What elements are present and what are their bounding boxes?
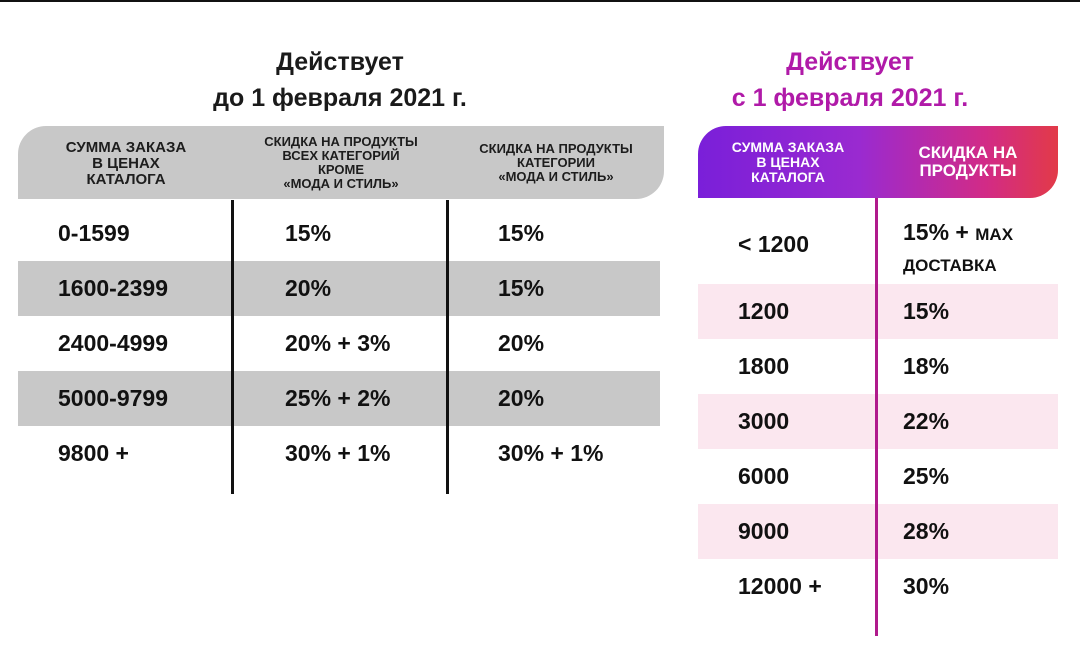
order-sum-cell: 2400-4999: [58, 330, 168, 356]
discount-all-cell: 20% + 3%: [285, 330, 391, 356]
table-row: [698, 284, 1058, 339]
right-table-title: [700, 44, 1000, 116]
discount-all-cell: 20%: [285, 275, 332, 301]
right-table-body: [698, 200, 1058, 614]
order-sum-cell: 9000: [738, 518, 790, 544]
table-row: [698, 449, 1058, 504]
table-row: [18, 261, 660, 316]
right-header-order-sum: СУММА ЗАКАЗА В ЦЕНАХ КАТАЛОГА: [731, 138, 845, 185]
discount-cell: 18%: [903, 353, 950, 379]
discount-all-cell: 25% + 2%: [285, 385, 391, 411]
left-header-order-sum: СУММА ЗАКАЗА В ЦЕНАХ КАТАЛОГА: [65, 138, 187, 188]
discount-fashion-cell: 15%: [498, 275, 545, 301]
table-row: [18, 206, 660, 261]
discount-cell: 28%: [903, 518, 950, 544]
discount-cell: 22%: [903, 408, 950, 434]
order-sum-cell: 5000-9799: [58, 385, 168, 411]
discount-all-cell: 30% + 1%: [285, 440, 391, 466]
top-border-line: [0, 0, 1080, 2]
order-sum-cell: 9800 +: [58, 440, 129, 466]
order-sum-cell: < 1200: [738, 231, 809, 257]
discount-cell: 15%: [903, 298, 950, 324]
right-column-divider: [875, 198, 878, 636]
table-row: [18, 371, 660, 426]
left-table-title: [160, 44, 520, 116]
left-table-header: [18, 126, 664, 199]
order-sum-cell: 1200: [738, 298, 790, 324]
right-title-line2: с 1 февраля 2021 г.: [731, 84, 969, 112]
order-sum-cell: 1600-2399: [58, 275, 168, 301]
left-header-discount-fashion: СКИДКА НА ПРОДУКТЫ КАТЕГОРИИ «МОДА И СТИЛЬ»: [479, 140, 633, 184]
left-title-line1: Действует: [276, 48, 404, 76]
left-column-divider-1: [231, 200, 234, 494]
discount-cell: 15% + MAX ДОСТАВКА: [903, 219, 1014, 275]
left-table-body: [18, 206, 660, 481]
order-sum-cell: 3000: [738, 408, 790, 434]
table-row: [698, 504, 1058, 559]
table-row: [698, 200, 1058, 284]
order-sum-cell: 0-1599: [58, 220, 130, 246]
table-row: [698, 394, 1058, 449]
discount-cell: 25%: [903, 463, 950, 489]
discount-cell: 30%: [903, 573, 950, 599]
order-sum-cell: 6000: [738, 463, 790, 489]
discount-fashion-cell: 20%: [498, 330, 545, 356]
table-row: [18, 426, 660, 481]
order-sum-cell: 1800: [738, 353, 790, 379]
right-header-discount: СКИДКА НА ПРОДУКТЫ: [918, 143, 1018, 180]
discount-fashion-cell: 30% + 1%: [498, 440, 604, 466]
left-header-discount-all: СКИДКА НА ПРОДУКТЫ ВСЕХ КАТЕГОРИЙ КРОМЕ «МОДА И СТИЛЬ»: [264, 133, 418, 191]
order-sum-cell: 12000 +: [738, 573, 822, 599]
table-row: [18, 316, 660, 371]
table-row: [698, 559, 1058, 614]
left-title-line2: до 1 февраля 2021 г.: [213, 84, 467, 112]
table-row: [698, 339, 1058, 394]
right-table-header: [698, 126, 1058, 198]
discount-fashion-cell: 20%: [498, 385, 545, 411]
discount-fashion-cell: 15%: [498, 220, 545, 246]
left-column-divider-2: [446, 200, 449, 494]
right-title-line1: Действует: [786, 48, 914, 76]
discount-all-cell: 15%: [285, 220, 332, 246]
